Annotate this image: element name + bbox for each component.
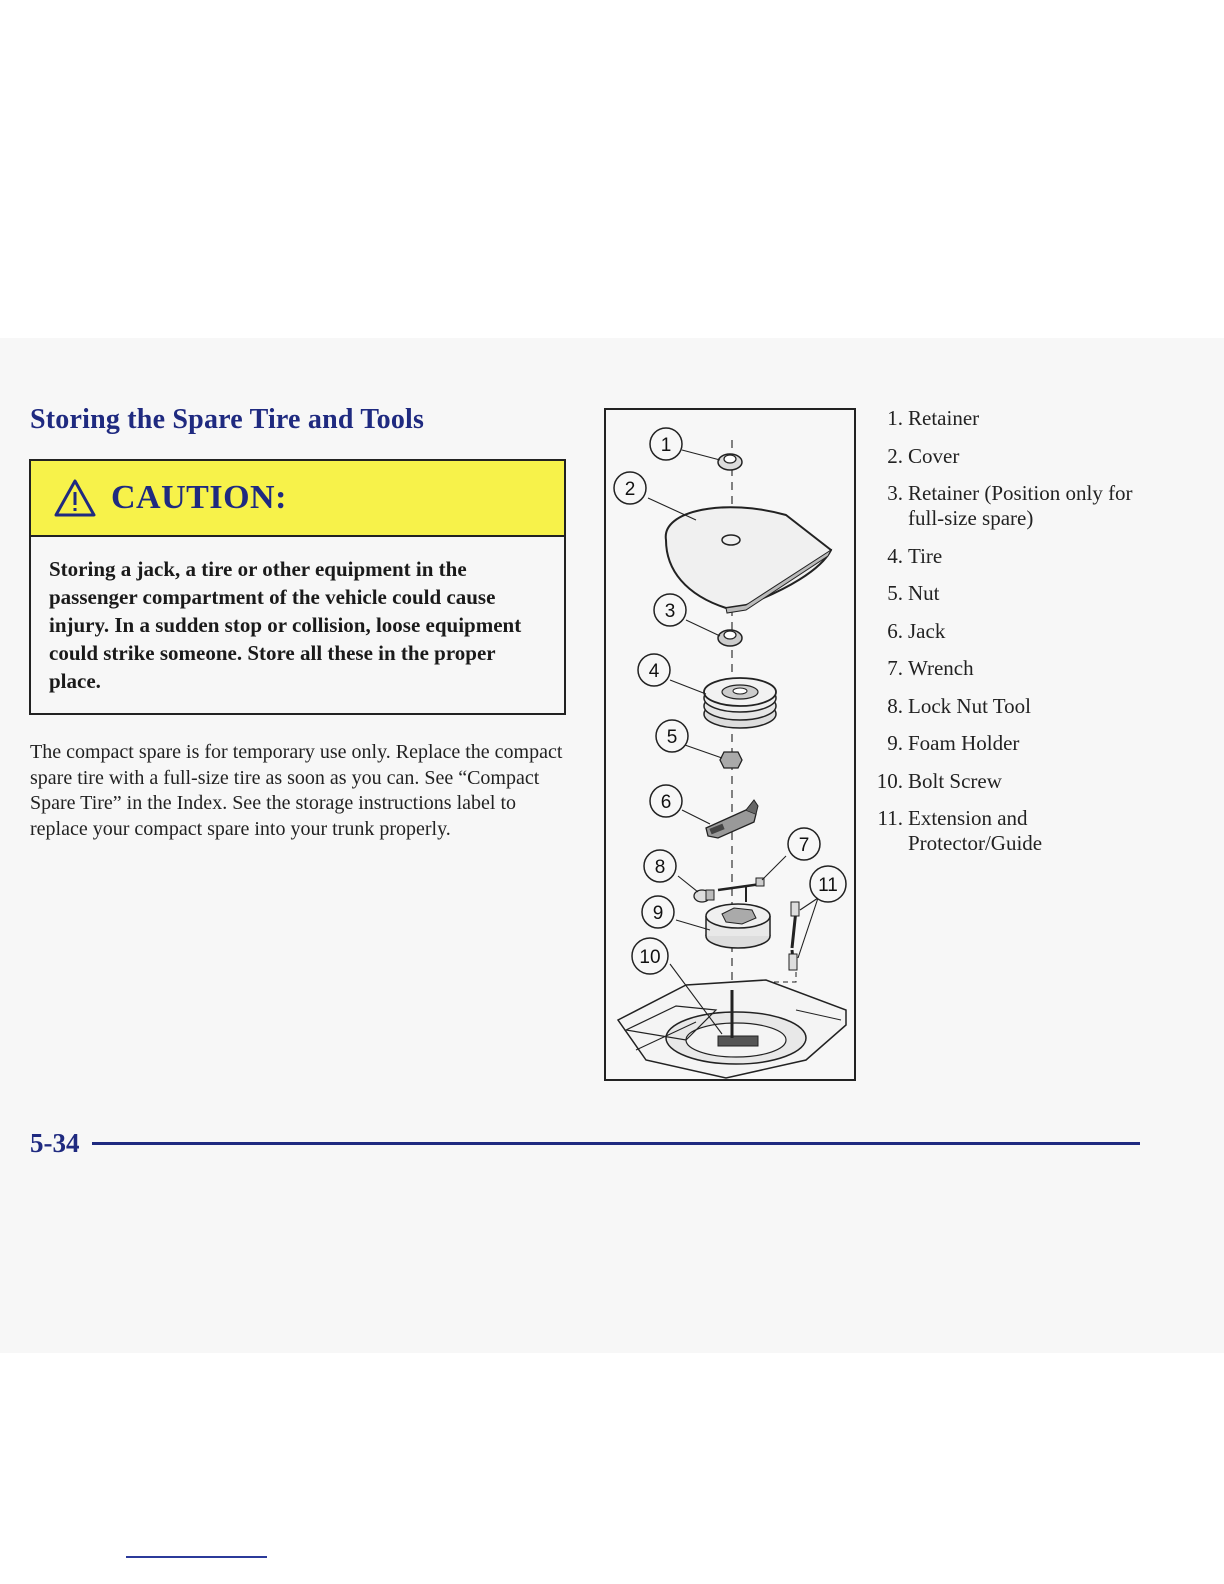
callout-9 <box>642 896 674 928</box>
callout-number: 10 <box>639 947 661 968</box>
callout-11 <box>810 866 846 902</box>
callout-number: 11 <box>818 875 838 896</box>
spare-tire-diagram <box>604 408 856 1081</box>
list-item: 10. Bolt Screw <box>876 768 1002 793</box>
callout-2 <box>614 472 646 504</box>
foam-holder-part <box>706 904 770 948</box>
list-item: 9. Foam Holder <box>887 731 1020 755</box>
exploded-view-illustration <box>606 410 854 1079</box>
parts-list <box>860 406 1160 869</box>
retainer-full-size-part <box>718 630 742 646</box>
list-item: 1. Retainer <box>887 406 980 430</box>
warning-triangle-icon <box>53 478 97 518</box>
callout-8 <box>644 850 676 882</box>
retainer-part <box>718 454 742 470</box>
bottom-divider <box>126 1556 267 1558</box>
footer-divider <box>92 1142 1140 1145</box>
page-title: Storing the Spare Tire and Tools <box>30 404 425 435</box>
callout-5 <box>656 720 688 752</box>
caution-label: CAUTION: <box>111 479 287 516</box>
list-item: 5. Nut <box>887 581 940 605</box>
wrench-part <box>718 878 764 902</box>
callout-number: 7 <box>798 835 810 856</box>
callout-number: 9 <box>652 903 664 924</box>
body-paragraph: The compact spare is for temporary use only. Replace the compact spare tire with a full-size tire as soon as you can. See “Compact Spare Tire” in the Index. See the storage instructions label to replace your compact spare into your trunk properly. <box>30 741 563 840</box>
trunk-well <box>618 980 846 1078</box>
list-item: 6. Jack <box>887 618 946 643</box>
list-item: 8. Lock Nut Tool <box>887 693 1031 718</box>
page-number: 5-34 <box>30 1128 80 1158</box>
caution-header <box>31 461 564 537</box>
callout-7 <box>788 828 820 860</box>
callout-number: 4 <box>648 661 660 682</box>
cover-part <box>666 507 831 613</box>
callout-6 <box>650 785 682 817</box>
callout-4 <box>638 654 670 686</box>
callout-1 <box>650 428 682 460</box>
callout-10 <box>632 938 668 974</box>
nut-part <box>720 752 742 768</box>
list-item: 4. Tire <box>887 543 943 568</box>
callout-number: 6 <box>660 792 672 813</box>
list-item: 7. Wrench <box>887 656 974 680</box>
callout-number: 5 <box>666 727 678 748</box>
caution-box <box>29 459 566 715</box>
caution-text: Storing a jack, a tire or other equipment in the passenger compartment of the vehicle could cause injury. In a sudden stop or collision, loose equipment could strike someone. Store all these in the proper place. <box>49 557 522 693</box>
callout-number: 1 <box>660 435 672 456</box>
tire-part <box>704 678 776 728</box>
list-item: 2. Cover <box>887 443 960 468</box>
callout-3 <box>654 594 686 626</box>
callout-number: 8 <box>654 857 666 878</box>
list-item: 11. Extension and Protector/Guide <box>877 806 1043 855</box>
callout-number: 3 <box>664 601 676 622</box>
list-item: 3. Retainer (Position only for full-size spare) <box>887 481 1133 530</box>
callout-number: 2 <box>624 479 636 500</box>
